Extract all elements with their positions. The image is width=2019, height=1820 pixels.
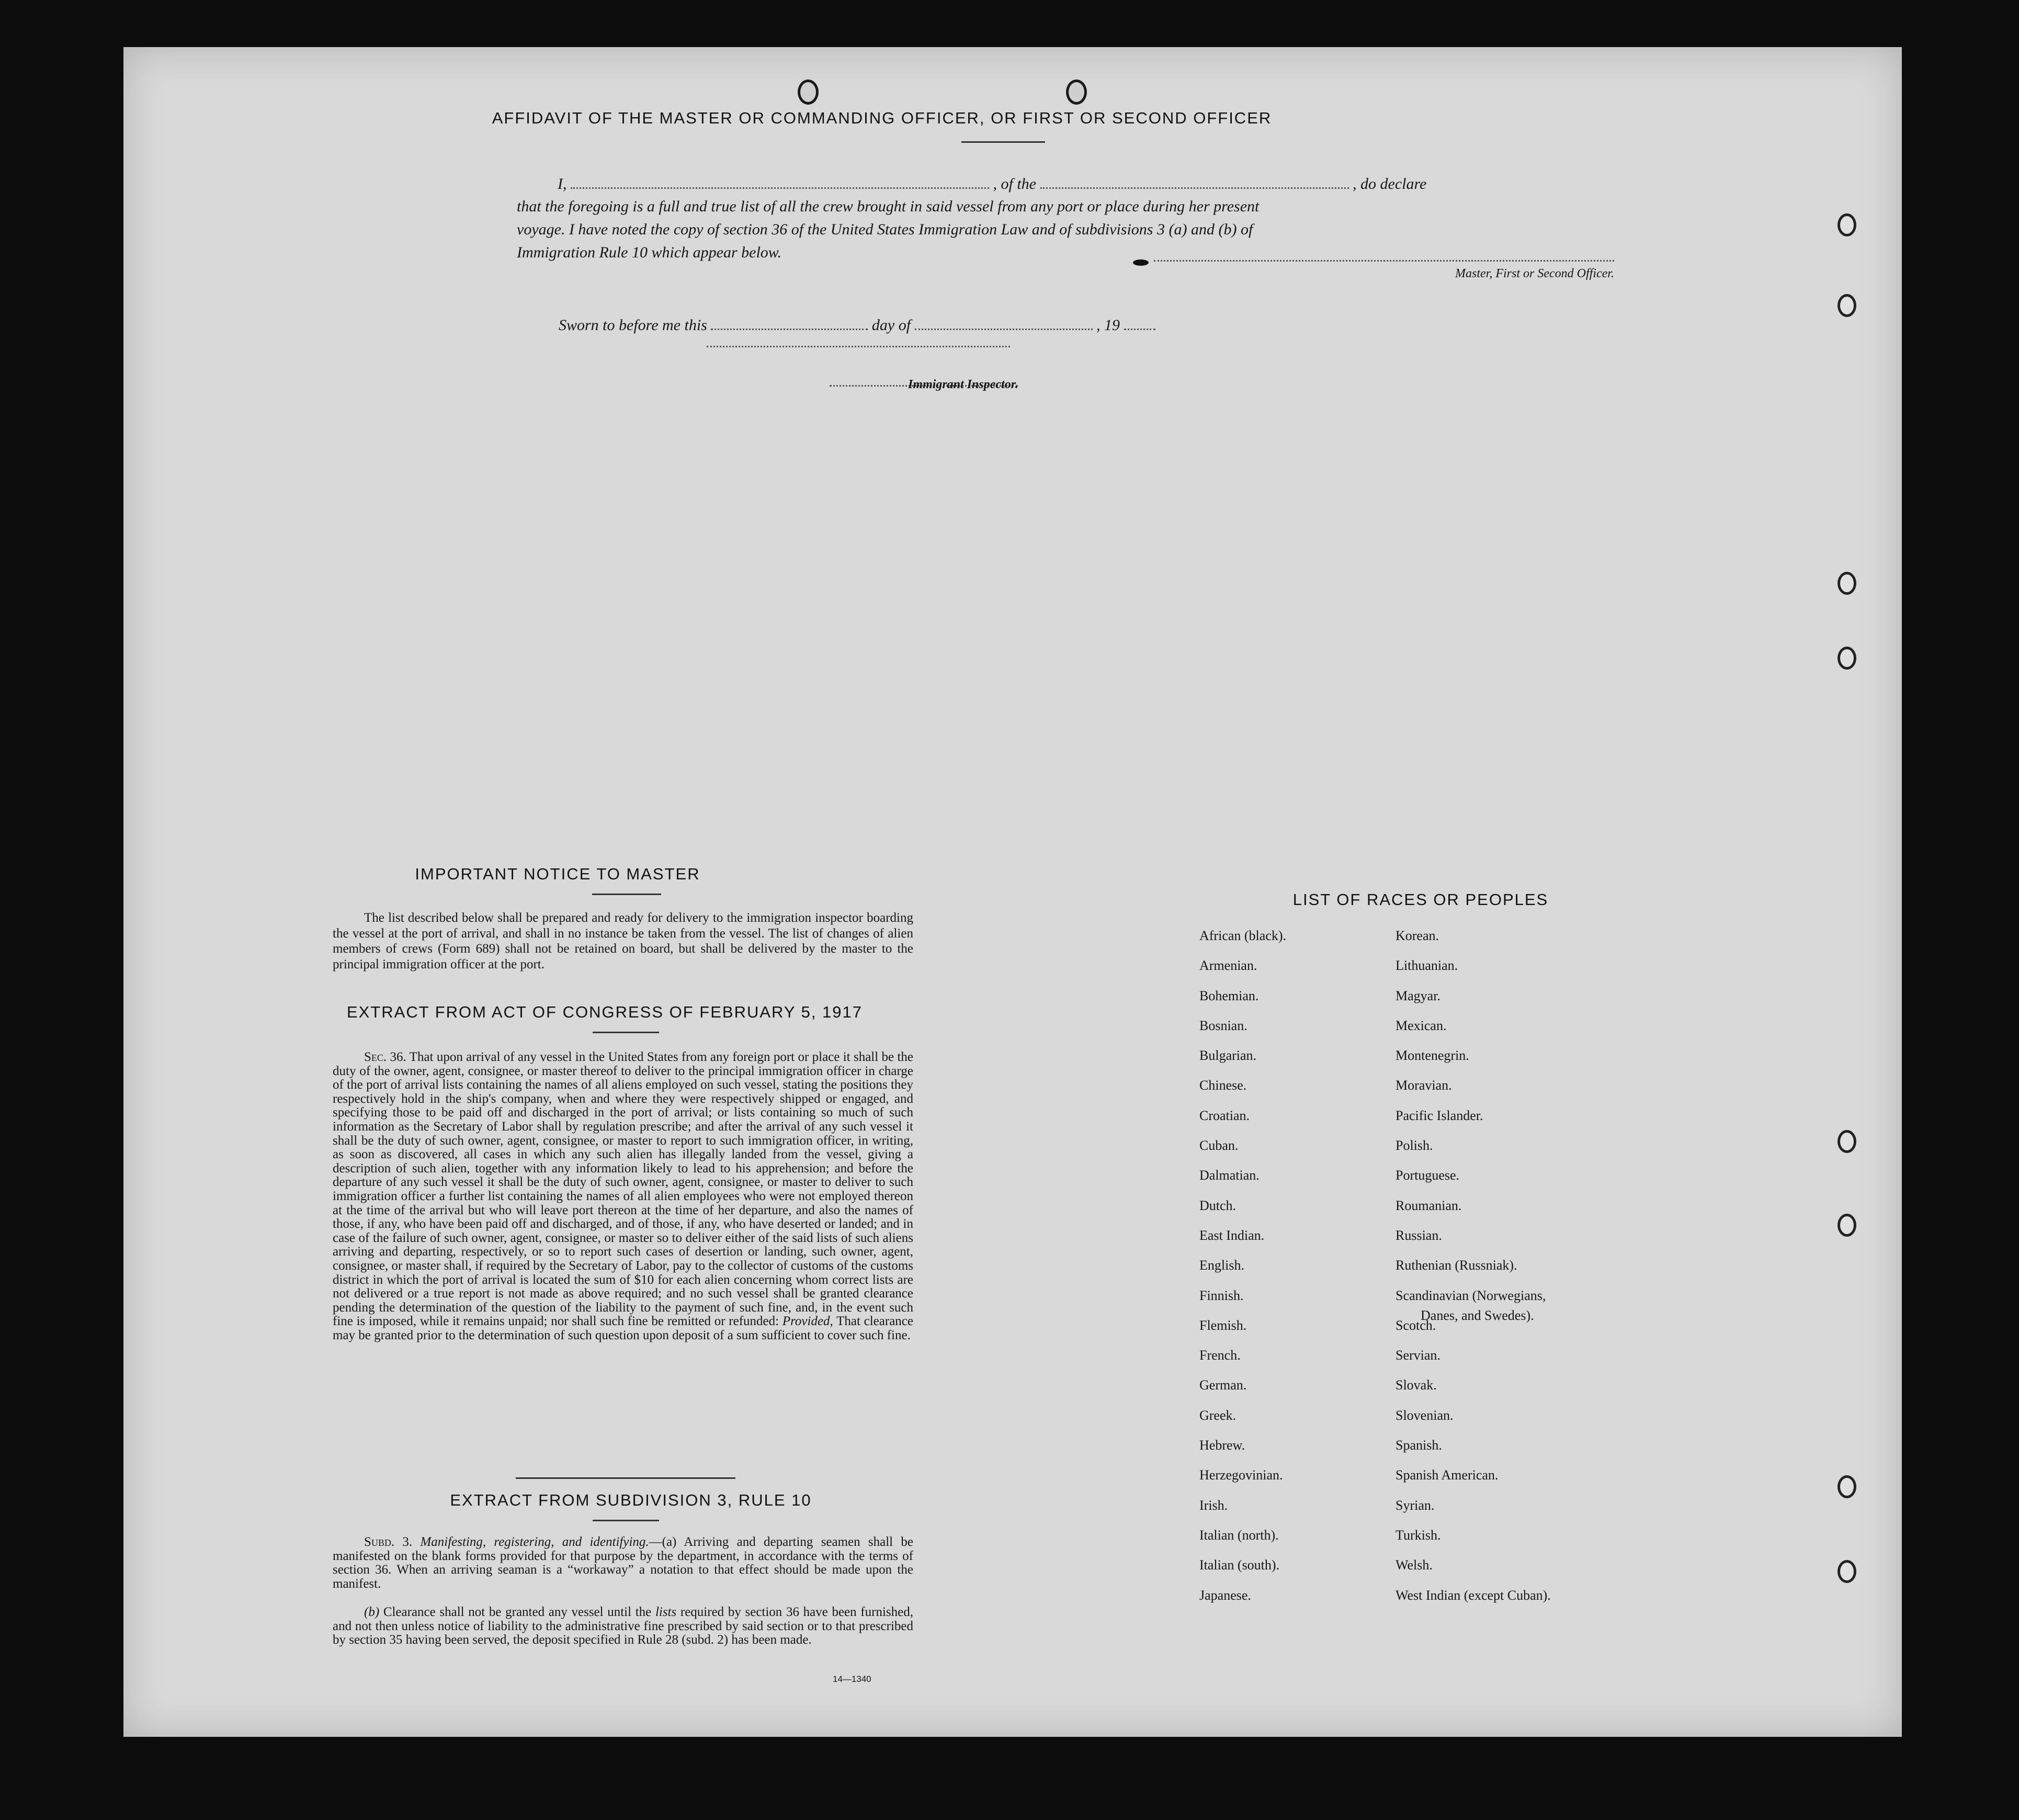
sworn-label: Sworn to before me this xyxy=(559,316,707,334)
race-item: Portuguese. xyxy=(1396,1168,1460,1183)
part-b-post: required by section 36 have been furnished, and not then unless notice of liability to the administrative fine prescribed by said section or to that prescribed by section 35 having been served, the deposit specified in Rule 28 (subd. 2) has been made. xyxy=(333,1605,913,1647)
race-item: Russian. xyxy=(1396,1227,1442,1243)
race-item: Slovak. xyxy=(1396,1377,1437,1393)
lists-word: lists xyxy=(655,1605,677,1619)
form-number: 14—1340 xyxy=(833,1674,871,1684)
do-declare-label: , do declare xyxy=(1353,175,1427,193)
sworn-line xyxy=(559,316,1239,334)
race-item: Spanish American. xyxy=(1396,1467,1499,1483)
section-label: Sec. 36. xyxy=(364,1050,406,1064)
divider xyxy=(593,1032,659,1033)
sworn-year-field[interactable] xyxy=(1124,329,1155,330)
race-item: Dalmatian. xyxy=(1199,1168,1260,1183)
inspector-field[interactable] xyxy=(707,343,1010,347)
race-item: German. xyxy=(1199,1377,1247,1393)
race-item: Irish. xyxy=(1199,1497,1228,1513)
race-item: Bohemian. xyxy=(1199,988,1259,1003)
race-item: Syrian. xyxy=(1396,1497,1435,1513)
race-item: East Indian. xyxy=(1199,1227,1265,1243)
punch-hole-icon xyxy=(1837,572,1856,595)
act-extract-title: EXTRACT FROM ACT OF CONGRESS OF FEBRUARY 5, 1917 xyxy=(346,1003,863,1021)
declaration-body-3: voyage. I have noted the copy of section 36 of the United States Immigration Law and of subdivisions 3 (a) and (b) of xyxy=(517,221,1253,238)
race-item: Ruthenian (Russniak). xyxy=(1396,1258,1517,1273)
part-b-label: (b) xyxy=(364,1605,380,1619)
part-a-label: —(a) xyxy=(649,1535,677,1549)
punch-hole-icon xyxy=(1837,647,1856,670)
race-item: Welsh. xyxy=(1396,1557,1433,1573)
punch-hole-icon xyxy=(1066,80,1087,105)
sworn-month-field[interactable] xyxy=(915,329,1093,330)
divider xyxy=(592,894,661,895)
race-item: Montenegrin. xyxy=(1396,1048,1469,1064)
punch-hole-icon xyxy=(1837,1560,1856,1583)
race-item: West Indian (except Cuban). xyxy=(1396,1587,1551,1603)
notice-body: The list described below shall be prepared and ready for delivery to the immigration inspector boarding the vessel at the port of arrival, and shall in no instance be taken from the vessel. The list of changes of alien members of crews (Form 689) shall not be retained on board, but shall be delivered by the master to the principal immigration officer at the port. xyxy=(333,911,913,971)
race-item: Scotch. xyxy=(1396,1317,1436,1333)
race-item: Italian (south). xyxy=(1199,1557,1280,1573)
punch-hole-icon xyxy=(1837,1214,1856,1237)
race-item: Korean. xyxy=(1396,928,1439,943)
race-item: African (black). xyxy=(1199,928,1287,943)
section-text: That upon arrival of any vessel in the United States from any foreign port or place it shall be the duty of the owner, agent, consignee, or master thereof to deliver to the principal immigration officer in charge of the port of arrival lists containing the names of all aliens employed on such vessel, stating the positions they respectively hold in the ship's company, when and where they were respectively shipped or engaged, and specifying those to be paid off and discharged in the port of arrival; or lists containing so much of such information as the Secretary of Labor shall by regulation prescribe; and after the arrival of any such vessel it shall be the duty of such owner, agent, consignee, or master to report to such immigration officer, in writing, as soon as discovered, all cases in which any such alien has illegally landed from the vessel, giving a description of such alien, together with any information likely to lead to his apprehension; and before the departure of any such vessel it shall be the duty of such owner, agent, consignee, or master to deliver to such immigration officer a further list containing the names of all alien employees who were not employed thereon at the time of the arrival but who will leave port thereon at the time of her departure, and also the names of those, if any, who have been paid off and discharged, and of those, if any, who have deserted or landed; and in case of the failure of such owner, agent, consignee, or master so to deliver either of the said lists of such aliens arriving and departing, respectively, or so to report such cases of desertion or landing, such owner, agent, consignee, or master shall, if required by the Secretary of Labor, pay to the collector of customs of the customs district in which the port of arrival is located the sum of $10 for each alien concerning whom correct lists are not delivered or a true report is not made as above required; and no such vessel shall be granted clearance pending the determination of the question of the liability to the payment of such fine, and, in the event such fine is imposed, while it remains unpaid; nor shall such fine be remitted or refunded: xyxy=(333,1050,914,1329)
day-of-label: day of xyxy=(871,316,911,334)
race-item: Flemish. xyxy=(1199,1317,1247,1333)
race-item: Scandinavian (Norwegians, xyxy=(1396,1287,1546,1303)
race-item: Roumanian. xyxy=(1396,1197,1462,1213)
signature-label: Master, First or Second Officer. xyxy=(1455,267,1614,280)
race-item: Servian. xyxy=(1396,1348,1440,1363)
race-item: Pacific Islander. xyxy=(1396,1107,1483,1123)
race-item: Mexican. xyxy=(1396,1018,1447,1033)
race-item: Hebrew. xyxy=(1199,1438,1245,1453)
section-text-end: That clearance may be granted prior to the determination of such question upon deposit of a sum sufficient to cover such fine. xyxy=(333,1314,913,1342)
race-item: Magyar. xyxy=(1396,988,1440,1003)
name-field[interactable] xyxy=(571,187,989,189)
manifest-page xyxy=(123,47,1902,1737)
signature-bullet xyxy=(1133,259,1149,266)
race-item: Slovenian. xyxy=(1396,1407,1454,1423)
race-item: Moravian. xyxy=(1396,1078,1452,1093)
race-item: Finnish. xyxy=(1199,1287,1244,1303)
divider xyxy=(516,1477,735,1479)
punch-hole-icon xyxy=(1837,1130,1856,1153)
race-item: Cuban. xyxy=(1199,1138,1239,1154)
race-item: Herzegovinian. xyxy=(1199,1467,1283,1483)
provided-word: Provided, xyxy=(782,1314,833,1329)
race-item: English. xyxy=(1199,1258,1244,1273)
section-36-body xyxy=(333,1050,913,1342)
subdivision-3-part-a xyxy=(333,1535,913,1591)
race-item: French. xyxy=(1199,1348,1241,1363)
notice-title: IMPORTANT NOTICE TO MASTER xyxy=(415,865,700,883)
race-item: Bosnian. xyxy=(1199,1018,1247,1033)
year-label: , 19 xyxy=(1096,316,1120,334)
subdivision-3-part-b xyxy=(333,1606,913,1647)
inspector-label: Immigrant Inspector. xyxy=(908,378,1018,391)
subd-heading: Manifesting, registering, and identifying. xyxy=(420,1535,649,1549)
rule-extract-title: EXTRACT FROM SUBDIVISION 3, RULE 10 xyxy=(450,1491,812,1509)
race-item: Italian (north). xyxy=(1199,1527,1279,1543)
declaration-line xyxy=(558,175,1625,193)
punch-hole-icon xyxy=(1837,1475,1856,1498)
vessel-field[interactable] xyxy=(1040,187,1349,189)
race-item: Bulgarian. xyxy=(1199,1048,1257,1064)
i-label: I, xyxy=(558,175,567,193)
affidavit-title: AFFIDAVIT OF THE MASTER OR COMMANDING OFFICER, OR FIRST OR SECOND OFFICER xyxy=(492,109,1272,127)
part-b-pre: Clearance shall not be granted any vessel until the xyxy=(383,1605,652,1619)
race-item: Turkish. xyxy=(1396,1527,1441,1543)
race-item: Lithuanian. xyxy=(1396,958,1458,974)
race-item: Dutch. xyxy=(1199,1197,1237,1213)
signature-field[interactable] xyxy=(1154,254,1614,262)
races-title: LIST OF RACES OR PEOPLES xyxy=(1292,890,1549,909)
subd-label: Subd. 3. xyxy=(364,1535,413,1549)
race-item: Armenian. xyxy=(1199,958,1257,974)
punch-hole-icon xyxy=(798,80,819,105)
part-a-body: Arriving and departing seamen shall be manifested on the blank forms provided for that purpose by the department, in accordance with the terms of section 36. When an arriving seaman is a “workaway” a notation to that effect should be made upon the manifest. xyxy=(333,1535,913,1591)
divider xyxy=(961,141,1045,143)
declaration-body-4: Immigration Rule 10 which appear below. xyxy=(517,244,782,261)
race-item: Polish. xyxy=(1396,1138,1433,1154)
race-item: Chinese. xyxy=(1199,1078,1247,1093)
punch-hole-icon xyxy=(1837,213,1856,236)
race-item: Japanese. xyxy=(1199,1587,1251,1603)
declaration-body-2: that the foregoing is a full and true list of all the crew brought in said vessel from any port or place during her present xyxy=(517,198,1260,215)
divider xyxy=(593,1520,659,1521)
of-the-label: , of the xyxy=(993,175,1036,193)
race-item: Danes, and Swedes). xyxy=(1421,1308,1534,1323)
races-right-column xyxy=(1396,921,1657,1610)
punch-hole-icon xyxy=(1837,294,1856,317)
race-item: Croatian. xyxy=(1199,1107,1250,1123)
sworn-day-field[interactable] xyxy=(711,329,868,330)
race-item: Spanish. xyxy=(1396,1438,1442,1453)
race-item: Greek. xyxy=(1199,1407,1237,1423)
